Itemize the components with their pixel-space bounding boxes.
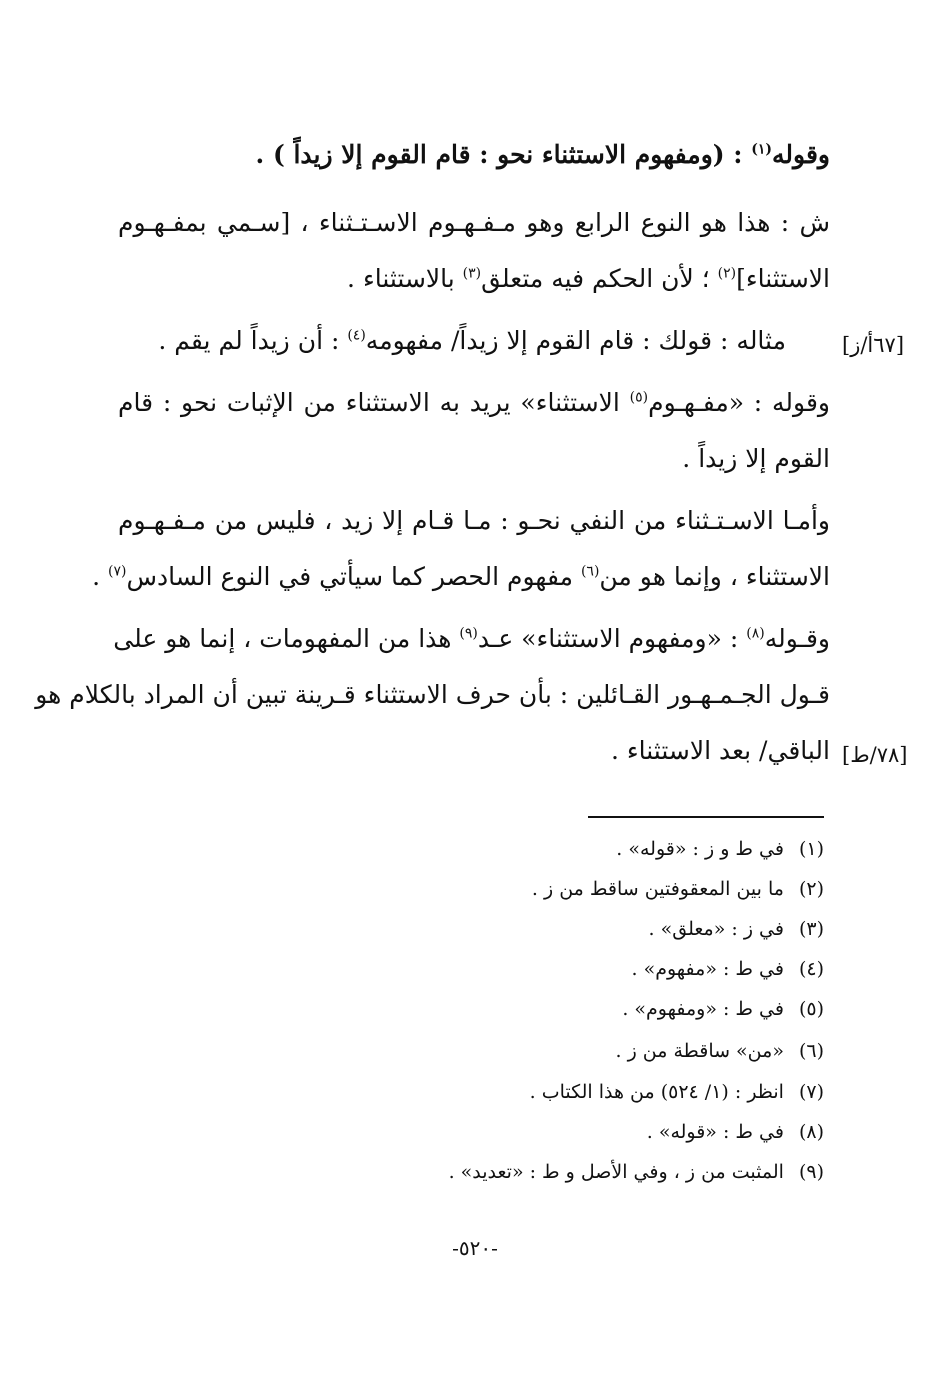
footnote-number: (٦) xyxy=(798,1040,824,1062)
footnote-item xyxy=(616,838,824,860)
footnote-item xyxy=(649,918,824,940)
footnote-text: انظر : (١/ ٥٢٤) من هذا الكتاب . xyxy=(529,1081,784,1103)
footnote-number: (٩) xyxy=(798,1161,824,1183)
footnote-number: (٧) xyxy=(798,1081,824,1103)
footnote-number: (٢) xyxy=(798,878,824,900)
body-line xyxy=(113,624,830,653)
text-span: : أن زيداً لم يقم . xyxy=(158,326,348,355)
footnote-ref-4[interactable]: (٤) xyxy=(347,327,366,344)
footnote-text: في ز : «معلق» . xyxy=(648,918,784,940)
heading-intro: وقوله xyxy=(772,140,830,169)
margin-note-manuscript-t: [٧٨/ط] xyxy=(842,743,908,767)
body-line: وأمـا الاسـتـثناء من النفي نحـو : مـا قـام إلا زيد ، فليس من مـفـهـوم xyxy=(118,506,830,535)
body-line: قـول الجـمـهـور القـائلين : بأن حرف الاستثناء قـرينة تبين أن المراد بالكلام هو xyxy=(35,680,830,709)
footnote-text: في ط : «ومفهوم» . xyxy=(622,998,784,1020)
footnote-item xyxy=(622,998,824,1020)
body-line xyxy=(118,388,830,417)
text-span: الاستثناء» يريد به الاستثناء من الإثبات نحو : قام xyxy=(118,388,630,417)
text-span: بالاستثناء . xyxy=(347,264,463,293)
footnote-number: (١) xyxy=(798,838,824,860)
footnote-number: (٨) xyxy=(798,1121,824,1143)
body-line xyxy=(92,562,830,591)
footnote-text: في ط و ز : «قوله» . xyxy=(616,838,784,860)
footnote-ref-6[interactable]: (٦) xyxy=(580,563,600,580)
footnote-ref-9[interactable]: (٩) xyxy=(459,625,478,642)
footnote-ref-1[interactable]: (١) xyxy=(751,141,773,158)
text-span: هذا من المفهومات ، إنما هو على xyxy=(113,624,460,653)
footnote-item xyxy=(449,1161,824,1183)
text-span: مثاله : قولك : قام القوم إلا زيداً/ مفهومه xyxy=(365,326,786,355)
text-span: الاستثناء ، وإنما هو من xyxy=(599,562,830,591)
footnote-number: (٣) xyxy=(798,918,824,940)
text-span: مفهوم الحصر كما سيأتي في النوع السادس xyxy=(126,562,581,591)
footnote-item xyxy=(615,1040,824,1062)
footnote-number: (٥) xyxy=(798,998,824,1020)
body-line: الباقي/ بعد الاستثناء . xyxy=(610,736,830,765)
footnote-ref-3[interactable]: (٣) xyxy=(462,265,482,282)
page-number: -٥٢٠- xyxy=(452,1236,498,1260)
footnote-text: المثبت من ز ، وفي الأصل و ط : «تعديد» . xyxy=(448,1161,784,1183)
footnote-item xyxy=(530,1081,824,1103)
footnote-ref-8[interactable]: (٨) xyxy=(746,625,765,642)
footnote-item xyxy=(532,878,824,900)
footnote-ref-5[interactable]: (٥) xyxy=(629,389,649,406)
body-line: القوم إلا زيداً . xyxy=(682,444,830,473)
footnote-item xyxy=(647,1121,824,1143)
heading-line xyxy=(256,140,830,169)
footnote-text: «من» ساقطة من ز . xyxy=(615,1040,784,1062)
body-line: ش : هذا هو النوع الرابع وهو مـفـهـوم الاسـتـثناء ، [سـمي بمفـهـوم xyxy=(118,208,830,237)
footnote-number: (٤) xyxy=(798,958,824,980)
footnote-text: في ط : «قوله» . xyxy=(646,1121,784,1143)
text-span: وقوله : «مفـهـوم xyxy=(648,388,830,417)
text-span: : «ومفهوم الاستثناء» عـد xyxy=(477,624,747,653)
heading-quote: : (ومفهوم الاستثناء نحو : قام القوم إلا زيداً ) . xyxy=(255,140,743,169)
footnote-item xyxy=(631,958,824,980)
footnote-divider xyxy=(588,816,824,818)
text-span: الاستثناء] xyxy=(736,264,830,293)
text-span: . xyxy=(92,562,108,591)
text-span: ؛ لأن الحكم فيه متعلق xyxy=(481,264,718,293)
margin-note-manuscript-z: [٦٧أ/ز] xyxy=(842,333,905,357)
footnote-text: ما بين المعقوفتين ساقط من ز . xyxy=(531,878,784,900)
footnote-ref-2[interactable]: (٢) xyxy=(717,265,737,282)
body-line xyxy=(347,264,830,293)
footnote-ref-7[interactable]: (٧) xyxy=(107,563,127,580)
text-span: وقـوله xyxy=(764,624,830,653)
body-line xyxy=(158,326,786,355)
footnote-text: في ط : «مفهوم» . xyxy=(631,958,784,980)
